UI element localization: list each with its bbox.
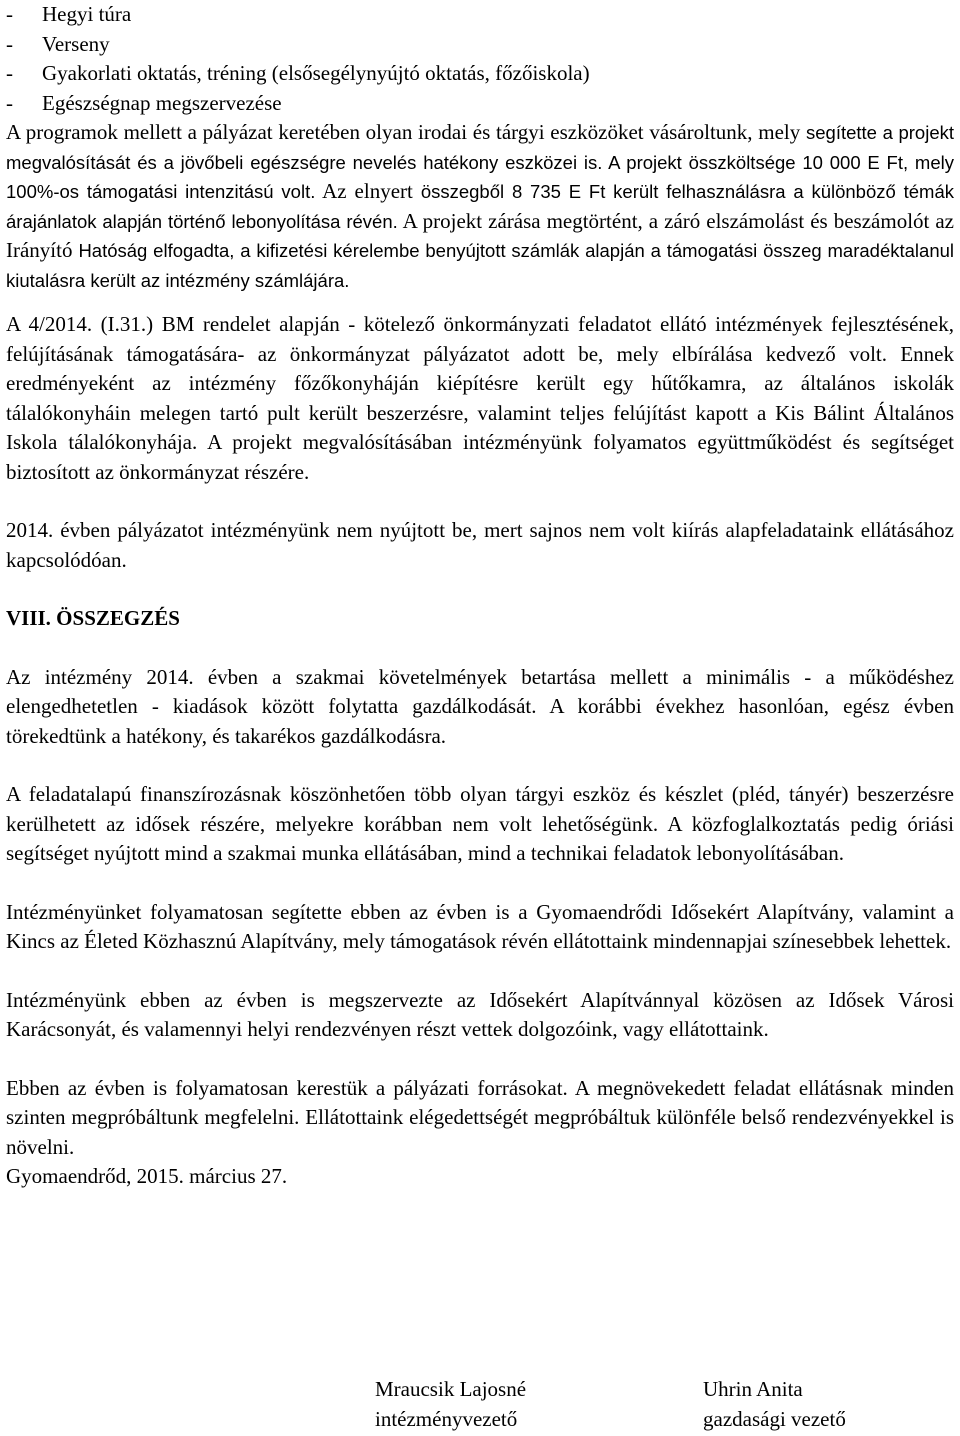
program-list bbox=[6, 0, 954, 118]
signer-name: Mraucsik Lajosné bbox=[375, 1377, 527, 1401]
paragraph-summary-3: Intézményünket folyamatosan segítette ebben az évben is a Gyomaendrődi Idősekért Alapítvány, valamint a Kincs az Életed Közhasznú Alapítvány, mely támogatások révén ellátottaink mindennapjai színesebbek lehettek. bbox=[6, 899, 954, 953]
list-item-text: Hegyi túra bbox=[42, 2, 132, 26]
paragraph-2014-tender: 2014. évben pályázatot intézményünk nem nyújtott be, mert sajnos nem volt kiírás alapfeladataink ellátásához kapcsolódóan. bbox=[6, 518, 954, 572]
paragraph-project-summary: A programok mellett a pályázat keretében olyan irodai és tárgyi eszközöket vásároltunk, mely segítette a projekt megvalósítását és a jövőbeli egészségre nevelés hatékony eszközei is. A projekt összköltsége 10 000 E Ft, mely 100%-os támogatási intenzitású volt. Az elnyert összegből 8 735 E Ft került felhasználásra a különböző témák árajánlatok alapján történő lebonyolítása révén. A projekt zárása megtörtént, a záró elszámolást és beszámolót az Irányító Hatóság elfogadta, a kifizetési kérelembe benyújtott számlák alapján a támogatási összeg maradéktalanul kiutalásra került az intézmény számlájára. bbox=[6, 120, 955, 291]
list-item: - Gyakorlati oktatás, tréning (elsősegélynyújtó oktatás, főzőiskola) bbox=[6, 59, 954, 89]
signature-block bbox=[0, 1375, 960, 1435]
paragraph-summary-4: Intézményünk ebben az évben is megszervezte az Idősekért Alapítvánnyal közösen az Idősek Városi Karácsonyát, és valamennyi helyi rendezvényen részt vettek dolgozóink, vagy ellátottaink. bbox=[6, 987, 954, 1041]
signer-name: Uhrin Anita bbox=[703, 1377, 803, 1401]
signature-right bbox=[703, 1375, 846, 1434]
list-item-text: Verseny bbox=[42, 31, 110, 56]
paragraph-summary-1: Az intézmény 2014. évben a szakmai követelmények betartása mellett a minimális - a működéshez elengedhetetlen - kiadások között folytatta gazdálkodását. A korábbi évekhez hasonlóan, egész évben törekedtünk a hatékony, és takarékos gazdálkodásra. bbox=[6, 664, 954, 748]
list-item: - Hegyi túra bbox=[6, 0, 954, 30]
list-item: - Verseny bbox=[6, 30, 954, 60]
place-date: Gyomaendrőd, 2015. március 27. bbox=[6, 1164, 288, 1188]
section-heading: VIII. ÖSSZEGZÉS bbox=[6, 606, 180, 630]
signature-left bbox=[375, 1375, 526, 1434]
list-item-text: Egészségnap megszervezése bbox=[42, 90, 282, 115]
signer-title: intézményvezető bbox=[375, 1406, 518, 1431]
paragraph-summary-5: Ebben az évben is folyamatosan kerestük a pályázati forrásokat. A megnövekedett feladat ellátásnak minden szinten megpróbáltunk megfelelni. Ellátottaink elégedettségét megpróbáltuk különféle belső rendezvényekkel is növelni. bbox=[6, 1075, 954, 1159]
paragraph-summary-2: A feladatalapú finanszírozásnak köszönhetően több olyan tárgyi eszköz és készlet (pléd, tányér) beszerzésre kerülhetett az idősek részére, melyekre korábban nem volt lehetőségünk. A közfoglalkoztatás pedig óriási segítséget nyújtott mind a szakmai munka ellátásában, mind a technikai feladatok lebonyolításában. bbox=[6, 782, 954, 865]
signer-title: gazdasági vezető bbox=[703, 1406, 846, 1431]
paragraph-bm-decree: A 4/2014. (I.31.) BM rendelet alapján - kötelező önkormányzati feladatot ellátó intézmények fejlesztésének, felújításának támogatására- az önkormányzat pályázatot adott be, mely elbírálása kedvező volt. Ennek eredményeként az intézmény főzőkonyháján kiépítésre került egy hűtőkamra, az általános iskolák tálalókonyháin melegen tartó pult került beszerzésre, valamint teljes felújítást kapott a Kis Bálint Általános Iskola tálalókonyhája. A projekt megvalósításában intézményünk folyamatos együttműködést és segítséget biztosított az önkormányzat részére. bbox=[6, 312, 954, 484]
list-item: - Egészségnap megszervezése bbox=[6, 89, 954, 119]
list-item-text: Gyakorlati oktatás, tréning (elsősegélynyújtó oktatás, főzőiskola) bbox=[42, 61, 590, 85]
